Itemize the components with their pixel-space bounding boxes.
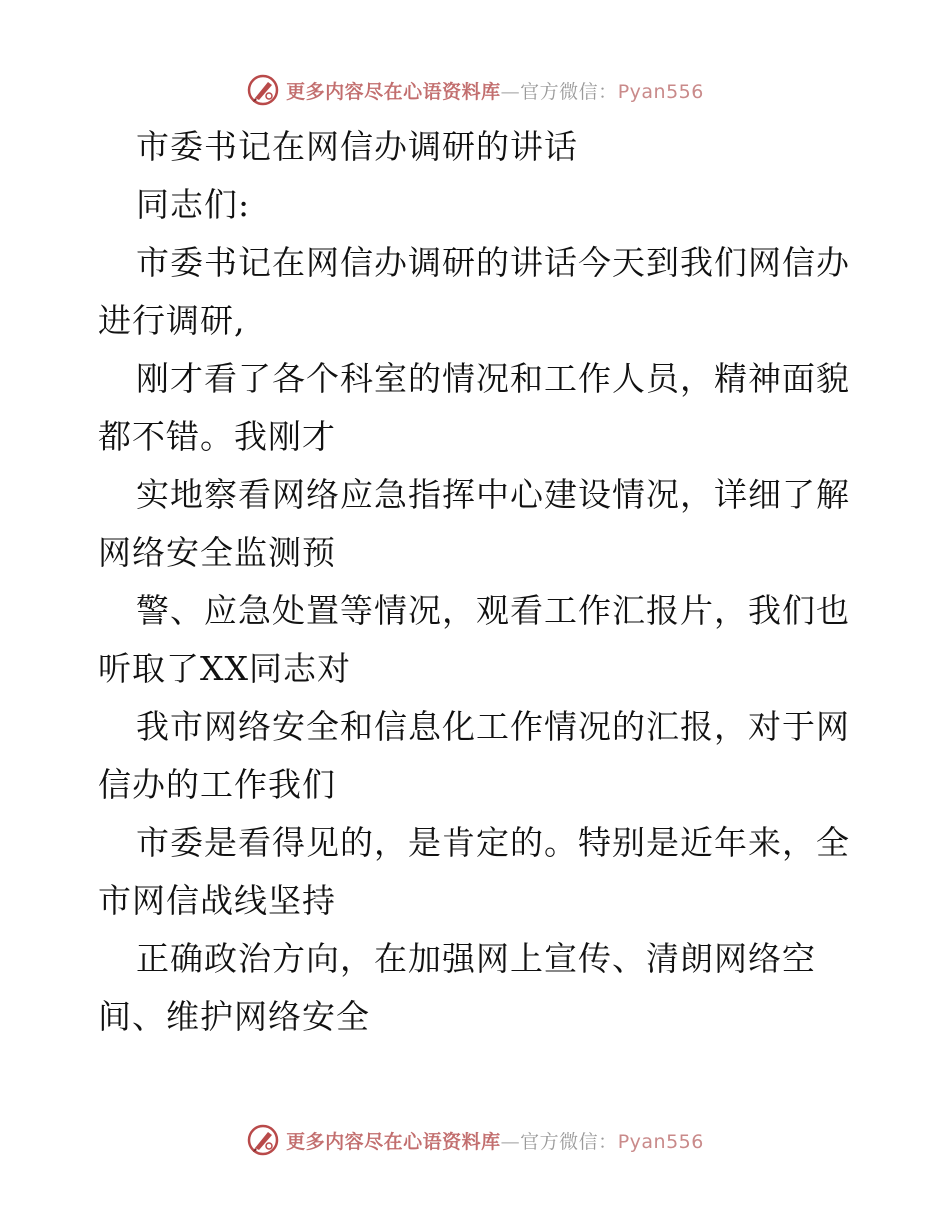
footer-watermark	[0, 1120, 950, 1160]
paragraph-line: 警、应急处置等情况，观看工作汇报片，我们也	[136, 591, 850, 630]
paragraph-line: 我市网络安全和信息化工作情况的汇报，对于网	[136, 707, 850, 746]
document-body	[98, 118, 858, 1046]
paragraph-line: 都不错。我刚才	[98, 417, 336, 456]
paragraph-line: 市网信战线坚持	[98, 881, 336, 920]
watermark-separator: —	[500, 80, 521, 103]
quill-pen-logo-icon	[246, 1123, 280, 1157]
watermark-label: 官方微信：	[520, 1130, 618, 1153]
paragraph-line: 市委是看得见的，是肯定的。特别是近年来，全	[136, 823, 850, 862]
paragraph-line: 市委书记在网信办调研的讲话今天到我们网信办	[136, 243, 850, 282]
watermark-label: 官方微信：	[520, 80, 618, 103]
watermark-text	[286, 1127, 704, 1154]
watermark-account: Pyan556	[617, 1130, 704, 1153]
paragraph-line: 间、维护网络安全	[98, 997, 370, 1036]
paragraph-line: 正确政治方向，在加强网上宣传、清朗网络空	[136, 939, 816, 978]
watermark-text	[286, 77, 704, 104]
paragraph-line: 进行调研,	[98, 301, 246, 340]
paragraph-line: 信办的工作我们	[98, 765, 336, 804]
document-title: 市委书记在网信办调研的讲话	[136, 127, 578, 166]
paragraph-line: 听取了XX同志对	[98, 649, 351, 688]
paragraph-line: 刚才看了各个科室的情况和工作人员，精神面貌	[136, 359, 850, 398]
watermark-site: 更多内容尽在心语资料库	[286, 1130, 501, 1153]
paragraph-line: 网络安全监测预	[98, 533, 336, 572]
header-watermark	[0, 70, 950, 110]
watermark-account: Pyan556	[617, 80, 704, 103]
quill-pen-logo-icon	[246, 73, 280, 107]
watermark-separator: —	[500, 1130, 521, 1153]
watermark-site: 更多内容尽在心语资料库	[286, 80, 501, 103]
salutation: 同志们:	[136, 185, 251, 224]
paragraph-line: 实地察看网络应急指挥中心建设情况，详细了解	[136, 475, 850, 514]
